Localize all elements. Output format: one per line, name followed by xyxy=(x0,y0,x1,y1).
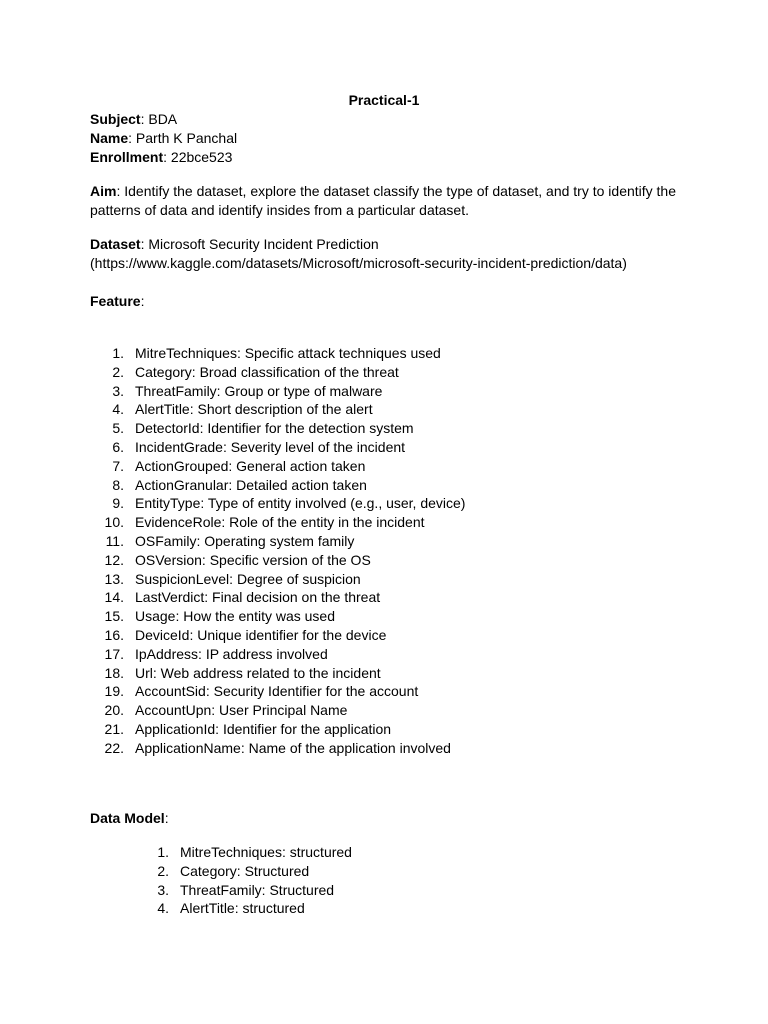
list-item xyxy=(100,344,465,363)
list-item-number: 2. xyxy=(157,862,169,879)
list-item-number: 20. xyxy=(104,702,124,719)
list-item xyxy=(145,862,352,881)
list-item xyxy=(100,476,465,495)
list-item-text: ActionGrouped: General action taken xyxy=(135,457,366,474)
page-title: Practical-1 xyxy=(348,92,420,108)
list-item-text: LastVerdict: Final decision on the threat xyxy=(135,589,381,606)
feature-heading-colon: : xyxy=(140,293,145,309)
subject-line xyxy=(90,110,177,129)
list-item-text: MitreTechniques: Specific attack techniques used xyxy=(135,345,441,361)
dataset-value: : Microsoft Security Incident Prediction xyxy=(140,236,379,252)
list-item xyxy=(100,494,465,513)
list-item-number: 12. xyxy=(104,551,124,568)
list-item-text: Url: Web address related to the incident xyxy=(135,664,381,681)
list-item xyxy=(145,899,352,918)
list-item xyxy=(100,607,465,626)
list-item-text: OSVersion: Specific version of the OS xyxy=(135,551,371,568)
list-item xyxy=(100,400,465,419)
list-item-number: 4. xyxy=(112,401,124,418)
list-item-number: 1. xyxy=(157,844,169,860)
list-item-text: DetectorId: Identifier for the detection system xyxy=(135,420,414,437)
feature-heading xyxy=(90,292,144,311)
list-item-number: 17. xyxy=(104,645,124,662)
list-item-text: SuspicionLevel: Degree of suspicion xyxy=(135,570,361,587)
list-item xyxy=(100,570,465,589)
list-item-text: ApplicationId: Identifier for the application xyxy=(135,720,392,737)
list-item xyxy=(100,382,465,401)
list-item xyxy=(100,701,465,720)
name-line xyxy=(90,129,237,148)
list-item-text: EvidenceRole: Role of the entity in the incident xyxy=(135,514,425,531)
data-model-heading-label: Data Model xyxy=(90,810,165,826)
list-item-number: 7. xyxy=(112,457,124,474)
list-item-text: IpAddress: IP address involved xyxy=(135,645,328,662)
enrollment-value: : 22bce523 xyxy=(163,149,233,165)
list-item-number: 19. xyxy=(104,683,124,700)
aim-value: : Identify the dataset, explore the dataset classify the type of dataset, and try to identify the patterns of data and identify insides from a particular dataset. xyxy=(90,183,677,218)
list-item xyxy=(100,457,465,476)
list-item xyxy=(100,438,465,457)
list-item-number: 8. xyxy=(112,476,124,493)
enrollment-line xyxy=(90,148,232,167)
list-item xyxy=(145,843,352,862)
list-item xyxy=(100,720,465,739)
data-model-list xyxy=(145,843,352,918)
list-item-number: 5. xyxy=(112,420,124,437)
list-item-text: MitreTechniques: structured xyxy=(180,844,352,860)
list-item xyxy=(100,363,465,382)
feature-heading-label: Feature xyxy=(90,293,141,309)
list-item-text: AccountSid: Security Identifier for the account xyxy=(135,683,419,700)
list-item-number: 21. xyxy=(104,720,124,737)
list-item-number: 3. xyxy=(157,881,169,898)
list-item-text: ApplicationName: Name of the application involved xyxy=(135,739,451,756)
list-item-text: DeviceId: Unique identifier for the device xyxy=(135,626,387,643)
list-item xyxy=(100,419,465,438)
list-item-text: AccountUpn: User Principal Name xyxy=(135,702,348,719)
list-item xyxy=(100,739,465,758)
subject-label: Subject xyxy=(90,111,141,127)
list-item-text: Category: Structured xyxy=(180,862,310,879)
list-item-number: 11. xyxy=(105,532,124,549)
list-item xyxy=(100,551,465,570)
dataset-url: (https://www.kaggle.com/datasets/Microsoft/microsoft-security-incident-prediction/data) xyxy=(90,255,627,271)
name-label: Name xyxy=(90,130,129,146)
enrollment-label: Enrollment xyxy=(90,149,164,165)
list-item-number: 13. xyxy=(104,570,124,587)
list-item xyxy=(100,664,465,683)
name-value: : Parth K Panchal xyxy=(128,130,238,146)
list-item-text: OSFamily: Operating system family xyxy=(135,532,355,549)
list-item xyxy=(100,588,465,607)
list-item-number: 2. xyxy=(112,363,124,380)
list-item-text: AlertTitle: structured xyxy=(180,900,305,917)
list-item xyxy=(100,532,465,551)
list-item xyxy=(100,513,465,532)
list-item-number: 9. xyxy=(112,495,124,512)
dataset-line xyxy=(90,235,379,254)
list-item-text: AlertTitle: Short description of the alert xyxy=(135,401,373,418)
list-item-text: ThreatFamily: Group or type of malware xyxy=(135,382,383,399)
list-item-number: 10. xyxy=(104,514,124,531)
list-item xyxy=(145,881,352,900)
list-item-number: 22. xyxy=(104,739,124,756)
data-model-heading xyxy=(90,809,169,828)
list-item-number: 6. xyxy=(112,438,124,455)
list-item-text: ThreatFamily: Structured xyxy=(180,881,335,898)
aim-paragraph xyxy=(90,182,680,220)
list-item xyxy=(100,626,465,645)
list-item-text: Category: Broad classification of the threat xyxy=(135,363,399,380)
list-item-text: IncidentGrade: Severity level of the incident xyxy=(135,438,406,455)
list-item-number: 18. xyxy=(104,664,124,681)
list-item xyxy=(100,645,465,664)
list-item-number: 1. xyxy=(112,345,124,361)
list-item-number: 15. xyxy=(104,608,124,625)
list-item-text: Usage: How the entity was used xyxy=(135,608,335,625)
list-item-text: EntityType: Type of entity involved (e.g., user, device) xyxy=(135,495,466,512)
list-item xyxy=(100,682,465,701)
aim-label: Aim xyxy=(90,183,117,199)
list-item-number: 4. xyxy=(157,900,169,917)
subject-value: : BDA xyxy=(140,111,178,127)
list-item-number: 16. xyxy=(104,626,124,643)
list-item-text: ActionGranular: Detailed action taken xyxy=(135,476,367,493)
data-model-heading-colon: : xyxy=(164,810,169,826)
list-item-number: 3. xyxy=(112,382,124,399)
dataset-label: Dataset xyxy=(90,236,141,252)
list-item-number: 14. xyxy=(104,589,124,606)
feature-list xyxy=(100,344,465,758)
